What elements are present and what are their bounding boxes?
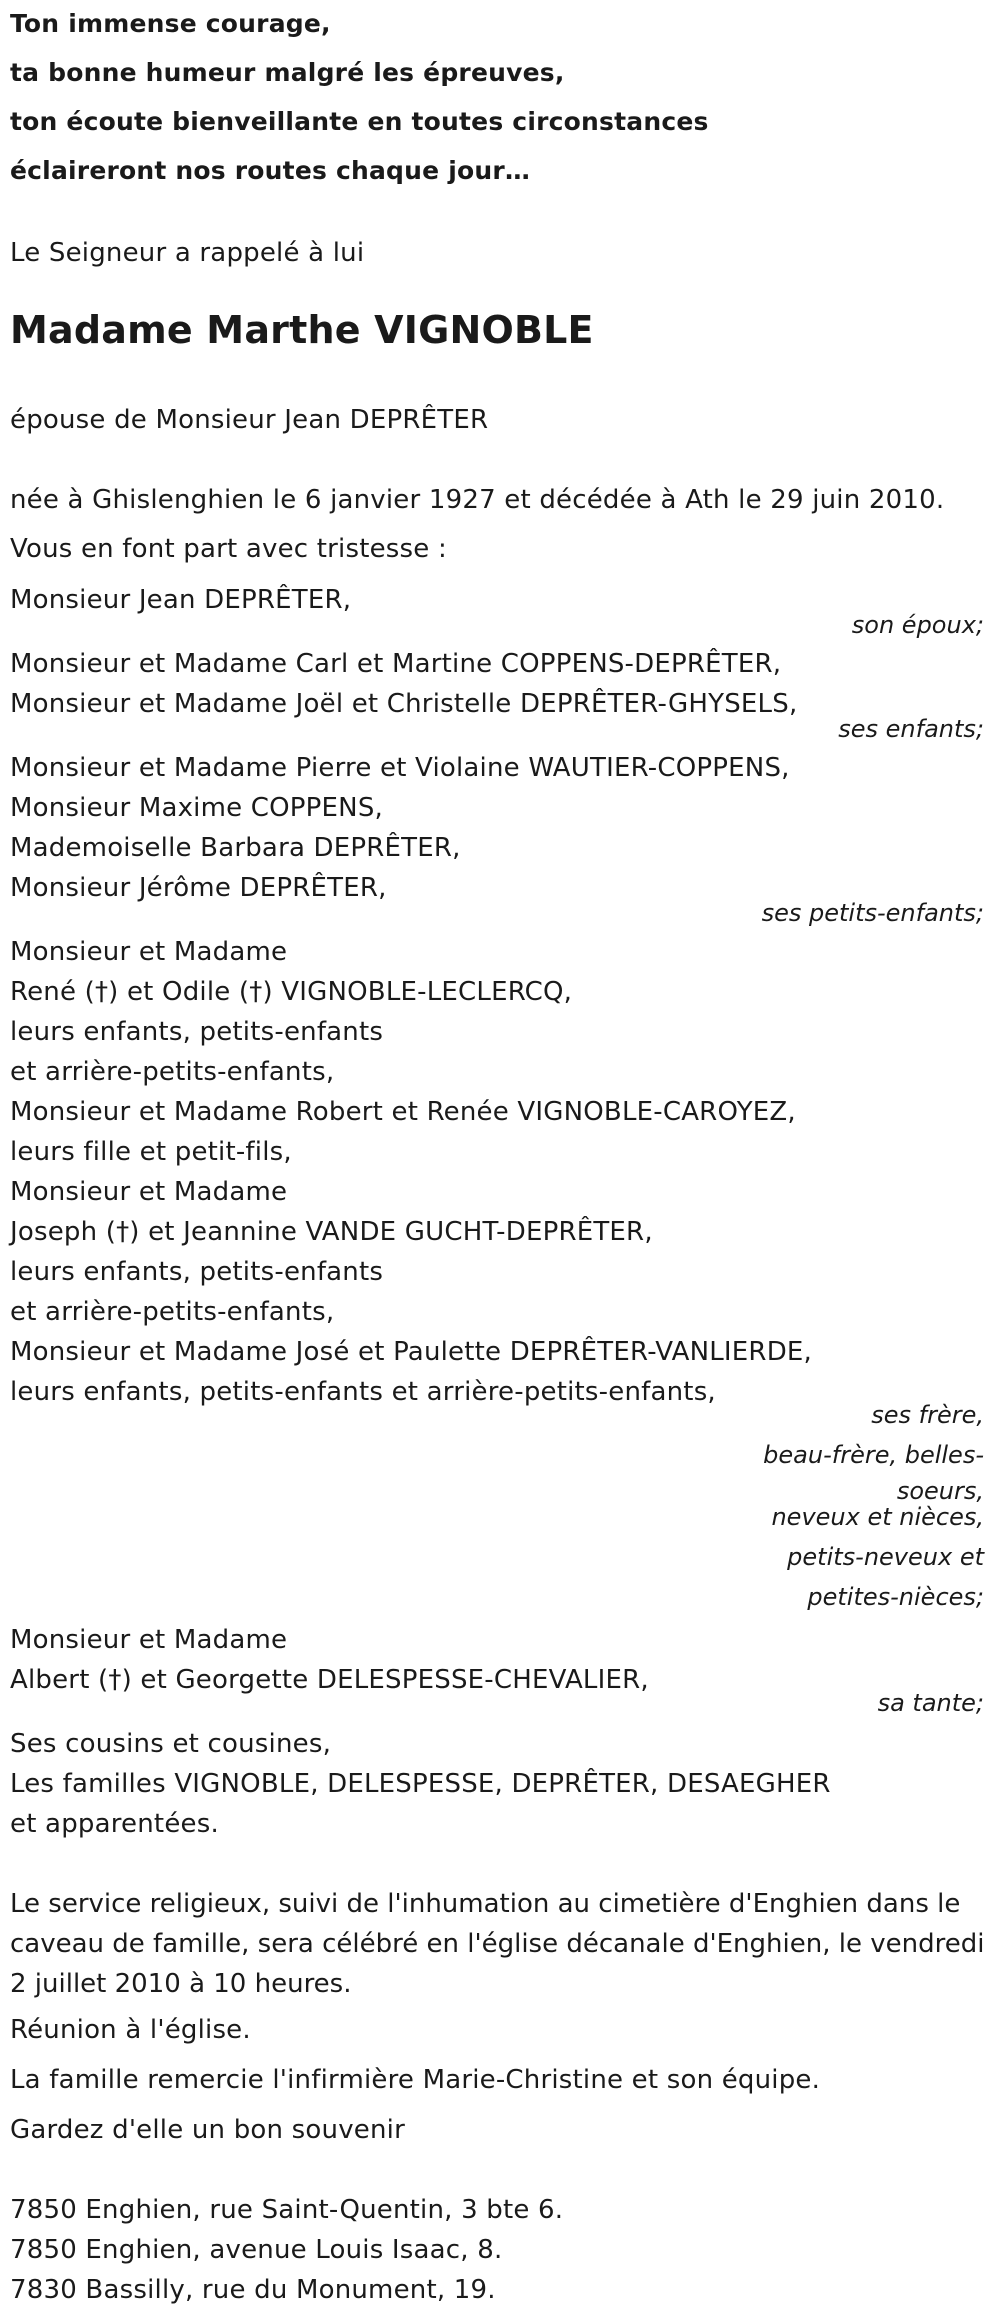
family-children-line: Monsieur et Madame Carl et Martine COPPENS-DEPRÊTER,: [10, 649, 782, 679]
family-aunt-role: sa tante;: [877, 1689, 984, 1717]
family-siblings-line: René (†) et Odile (†) VIGNOBLE-LECLERCQ,: [10, 977, 573, 1007]
family-grandchildren-line: Monsieur et Madame Pierre et Violaine WAUTIER-COPPENS,: [10, 753, 790, 783]
family-grandchildren-line: Monsieur Jérôme DEPRÊTER,: [10, 873, 387, 903]
family-siblings-line: leurs enfants, petits-enfants: [10, 1257, 384, 1287]
family-siblings-role: petites-nièces;: [807, 1583, 984, 1611]
spouse-line: épouse de Monsieur Jean DEPRÊTER: [10, 405, 489, 435]
thanks-line: La famille remercie l'infirmière Marie-Christine et son équipe.: [10, 2065, 821, 2095]
family-siblings-role: ses frère,: [871, 1401, 984, 1429]
quote-line-2: ta bonne humeur malgré les épreuves,: [10, 58, 565, 87]
family-siblings-role: neveux et nièces,: [771, 1503, 984, 1531]
family-others-line: Les familles VIGNOBLE, DELESPESSE, DEPRÊTER, DESAEGHER: [10, 1769, 831, 1799]
remember-line: Gardez d'elle un bon souvenir: [10, 2115, 405, 2145]
family-aunt-line: Monsieur et Madame: [10, 1625, 288, 1655]
family-siblings-line: leurs fille et petit-fils,: [10, 1137, 292, 1167]
family-others-line: Ses cousins et cousines,: [10, 1729, 332, 1759]
family-siblings-role: soeurs,: [896, 1477, 984, 1505]
family-children-line: Monsieur et Madame Joël et Christelle DEPRÊTER-GHYSELS,: [10, 689, 798, 719]
family-grandchildren-role: ses petits-enfants;: [761, 899, 984, 927]
family-siblings-line: Monsieur et Madame: [10, 1177, 288, 1207]
family-siblings-line: et arrière-petits-enfants,: [10, 1297, 335, 1327]
family-spouse-role: son époux;: [851, 611, 984, 639]
address-line: 7850 Enghien, avenue Louis Isaac, 8.: [10, 2235, 503, 2265]
family-siblings-role: beau-frère, belles-: [763, 1441, 984, 1469]
family-siblings-line: leurs enfants, petits-enfants et arrière-petits-enfants,: [10, 1377, 716, 1407]
family-grandchildren-line: Monsieur Maxime COPPENS,: [10, 793, 384, 823]
deceased-name: Madame Marthe VIGNOBLE: [10, 308, 594, 352]
family-children-role: ses enfants;: [838, 715, 984, 743]
family-siblings-line: Monsieur et Madame Robert et Renée VIGNOBLE-CAROYEZ,: [10, 1097, 796, 1127]
quote-line-3: ton écoute bienveillante en toutes circonstances: [10, 107, 709, 136]
quote-line-4: éclaireront nos routes chaque jour…: [10, 156, 531, 185]
announcement-line: Vous en font part avec tristesse :: [10, 534, 447, 564]
family-siblings-role: petits-neveux et: [787, 1543, 984, 1571]
family-spouse-line: Monsieur Jean DEPRÊTER,: [10, 585, 352, 615]
family-siblings-line: Joseph (†) et Jeannine VANDE GUCHT-DEPRÊTER,: [10, 1217, 653, 1247]
family-others-line: et apparentées.: [10, 1809, 219, 1839]
family-aunt-line: Albert (†) et Georgette DELESPESSE-CHEVALIER,: [10, 1665, 649, 1695]
family-siblings-line: Monsieur et Madame José et Paulette DEPRÊTER-VANLIERDE,: [10, 1337, 813, 1367]
family-siblings-line: leurs enfants, petits-enfants: [10, 1017, 384, 1047]
family-siblings-line: et arrière-petits-enfants,: [10, 1057, 335, 1087]
family-siblings-line: Monsieur et Madame: [10, 937, 288, 967]
service-paragraph: Le service religieux, suivi de l'inhumation au cimetière d'Enghien dans le caveau de famille, sera célébré en l'église décanale d'Enghien, le vendredi 2 juillet 2010 à 10 heures.: [10, 1889, 985, 1999]
quote-line-1: Ton immense courage,: [10, 9, 331, 38]
family-grandchildren-line: Mademoiselle Barbara DEPRÊTER,: [10, 833, 461, 863]
intro-text: Le Seigneur a rappelé à lui: [10, 238, 365, 268]
address-line: 7850 Enghien, rue Saint-Quentin, 3 bte 6.: [10, 2195, 564, 2225]
address-line: 7830 Bassilly, rue du Monument, 19.: [10, 2275, 496, 2305]
meeting-line: Réunion à l'église.: [10, 2015, 251, 2045]
birth-death-line: née à Ghislenghien le 6 janvier 1927 et décédée à Ath le 29 juin 2010.: [10, 485, 945, 515]
